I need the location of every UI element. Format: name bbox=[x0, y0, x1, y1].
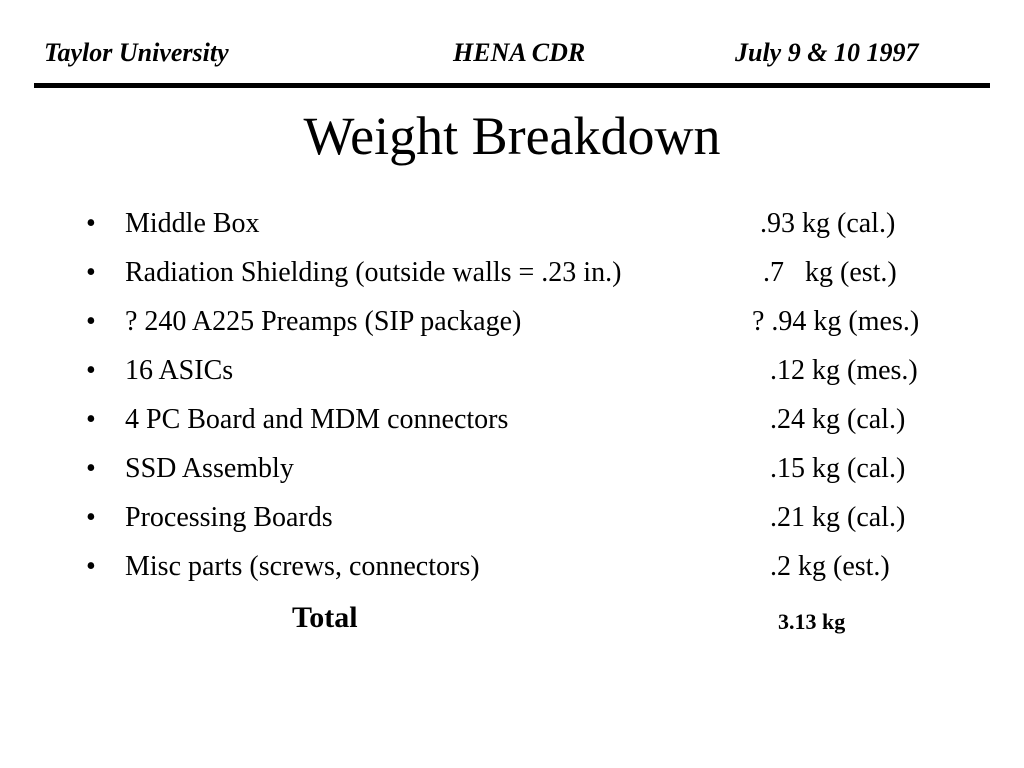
item-weight: ? .94 kg (mes.) bbox=[752, 306, 920, 337]
item-weight: .93 kg (cal.) bbox=[760, 208, 896, 239]
bullet-icon: • bbox=[86, 208, 96, 239]
bullet-icon: • bbox=[86, 355, 96, 386]
bullet-icon: • bbox=[86, 404, 96, 435]
list-item-pc-board bbox=[0, 395, 1024, 444]
total-row bbox=[0, 596, 1024, 640]
bullet-icon: • bbox=[86, 306, 96, 337]
header-institution: Taylor University bbox=[44, 38, 229, 67]
item-label: Processing Boards bbox=[125, 502, 333, 533]
list-item-misc-parts bbox=[0, 542, 1024, 591]
bullet-icon: • bbox=[86, 502, 96, 533]
header-divider bbox=[34, 83, 990, 88]
item-weight: .7 kg (est.) bbox=[763, 257, 897, 288]
item-label: 16 ASICs bbox=[125, 355, 234, 386]
list-item-processing-boards bbox=[0, 493, 1024, 542]
item-weight: .2 kg (est.) bbox=[770, 551, 890, 582]
list-item-ssd-assembly bbox=[0, 444, 1024, 493]
list-item-radiation-shielding bbox=[0, 248, 1024, 297]
bullet-icon: • bbox=[86, 551, 96, 582]
item-weight: .12 kg (mes.) bbox=[770, 355, 918, 386]
bullet-icon: • bbox=[86, 453, 96, 484]
item-label: Radiation Shielding (outside walls = .23 in.) bbox=[125, 257, 622, 288]
item-label: ? 240 A225 Preamps (SIP package) bbox=[125, 306, 522, 337]
bullet-icon: • bbox=[86, 257, 96, 288]
header-date: July 9 & 10 1997 bbox=[735, 38, 919, 67]
total-label: Total bbox=[292, 601, 358, 634]
item-weight: .24 kg (cal.) bbox=[770, 404, 906, 435]
item-label: 4 PC Board and MDM connectors bbox=[125, 404, 509, 435]
item-label: Misc parts (screws, connectors) bbox=[125, 551, 480, 582]
list-item-asics bbox=[0, 346, 1024, 395]
list-item-preamps bbox=[0, 297, 1024, 346]
slide-title: Weight Breakdown bbox=[303, 106, 721, 166]
total-weight: 3.13 kg bbox=[778, 609, 846, 634]
list-item-middle-box bbox=[0, 199, 1024, 248]
weight-list bbox=[0, 199, 1024, 591]
slide-header bbox=[0, 36, 1024, 70]
item-weight: .15 kg (cal.) bbox=[770, 453, 906, 484]
header-project: HENA CDR bbox=[453, 38, 586, 67]
item-weight: .21 kg (cal.) bbox=[770, 502, 906, 533]
item-label: Middle Box bbox=[125, 208, 260, 239]
item-label: SSD Assembly bbox=[125, 453, 294, 484]
